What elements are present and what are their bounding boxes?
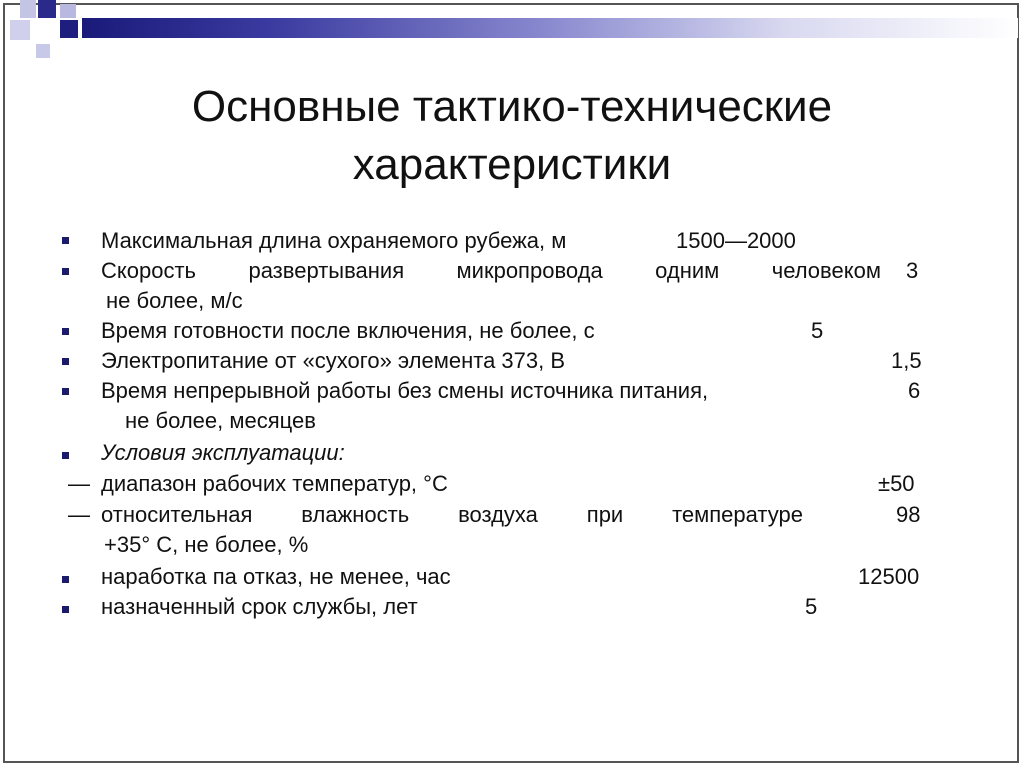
spec-value: 98 — [896, 502, 921, 527]
bullet-icon — [62, 358, 69, 365]
bullet-icon — [62, 606, 69, 613]
spec-label-continued: +35° С, не более, % — [104, 532, 309, 557]
bullet-icon — [62, 268, 69, 275]
spec-value: 5 — [811, 318, 824, 343]
deco-square-dark-1 — [38, 0, 56, 18]
spec-value: ±50 — [878, 471, 915, 496]
page-title — [0, 78, 1024, 194]
spec-label: наработка па отказ, не менее, час — [101, 564, 451, 589]
title-line-2: характеристики — [352, 140, 672, 189]
spec-word: человеком — [771, 258, 881, 283]
spec-label-justified — [101, 257, 881, 285]
dash-marker: — — [68, 502, 90, 527]
spec-label-justified — [101, 501, 803, 529]
spec-word: микропровода — [456, 258, 603, 283]
spec-value: 5 — [805, 594, 818, 619]
bullet-icon — [62, 388, 69, 395]
title-line-1: Основные тактико-технические — [191, 82, 833, 131]
spec-word: при — [586, 502, 624, 527]
deco-square-dark-2 — [60, 20, 78, 38]
spec-word: Скорость — [101, 258, 197, 283]
spec-value: 12500 — [858, 564, 920, 589]
spec-word: влажность — [301, 502, 410, 527]
spec-value: 1500—2000 — [676, 228, 796, 253]
bullet-icon — [62, 328, 69, 335]
spec-word: развертывания — [248, 258, 405, 283]
top-gradient-bar — [82, 18, 1018, 38]
spec-label-continued: не более, м/с — [106, 288, 243, 313]
bullet-icon — [62, 576, 69, 583]
bullet-icon — [62, 452, 69, 459]
spec-label: диапазон рабочих температур, °С — [101, 471, 448, 496]
spec-label: Время непрерывной работы без смены источника питания, — [101, 378, 709, 403]
deco-square-light-2 — [60, 4, 76, 18]
spec-label: Электропитание от «сухого» элемента 373, В — [101, 348, 566, 373]
spec-word: воздуха — [458, 502, 538, 527]
spec-word: относительная — [101, 502, 253, 527]
spec-word: одним — [655, 258, 720, 283]
spec-value: 3 — [906, 258, 919, 283]
dash-marker: — — [68, 471, 90, 496]
spec-label: Максимальная длина охраняемого рубежа, м — [101, 228, 567, 253]
spec-value: 6 — [908, 378, 921, 403]
deco-square-light-1 — [20, 0, 36, 18]
spec-word: температуре — [672, 502, 803, 527]
spec-label: Время готовности после включения, не более, с — [101, 318, 595, 343]
bullet-icon — [62, 237, 69, 244]
spec-section-heading: Условия эксплуатации: — [101, 440, 345, 465]
deco-square-light-4 — [36, 44, 50, 58]
spec-label-continued: не более, месяцев — [125, 408, 316, 433]
spec-label: назначенный срок службы, лет — [101, 594, 418, 619]
deco-square-light-3 — [10, 20, 30, 40]
spec-value: 1,5 — [891, 348, 922, 373]
